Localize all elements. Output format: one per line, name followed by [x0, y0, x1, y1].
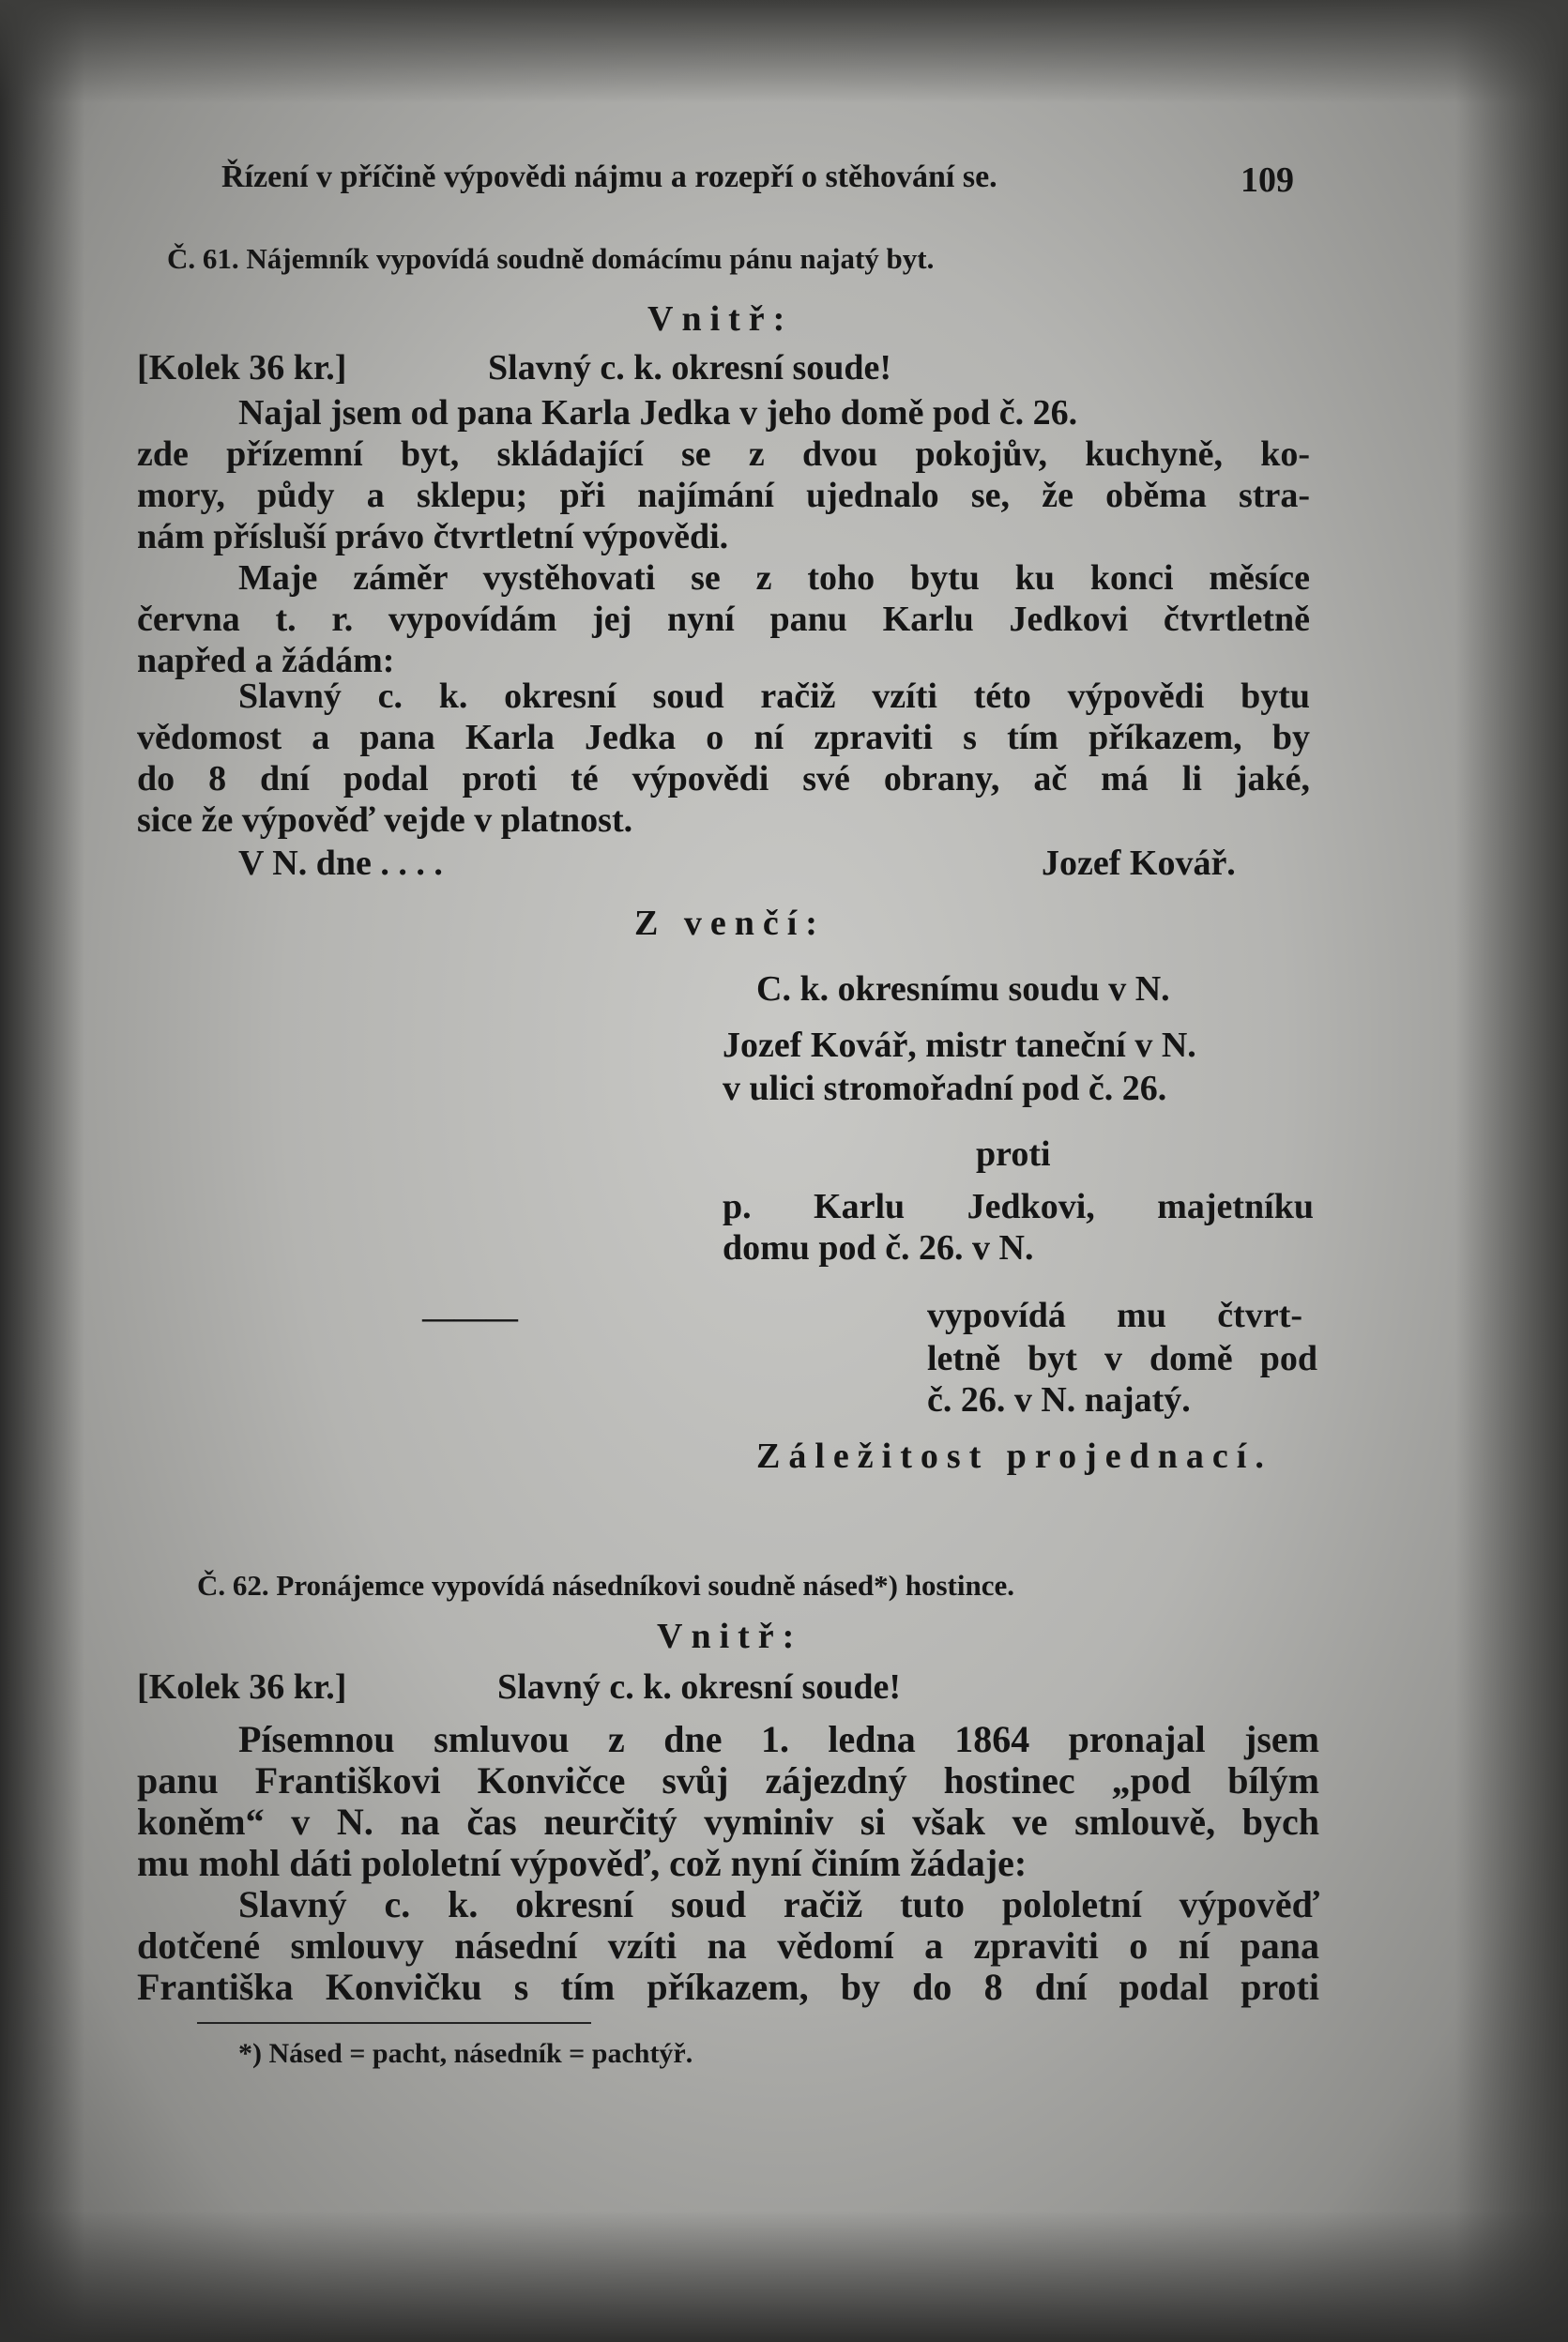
- outside-plaintiff: Jozef Kovář, mistr taneční v N.: [723, 1026, 1196, 1065]
- outside-action: vypovídá mu čtvrt-: [927, 1296, 1302, 1335]
- section-61-body-line: zde přízemní byt, skládající se z dvou pokojův, kuchyně, ko-: [137, 434, 1310, 474]
- place-date: V N. dne . . . .: [238, 844, 443, 883]
- section-61-stamp: [Kolek 36 kr.]: [137, 348, 347, 388]
- section-62-body-line: Slavný c. k. okresní soud račiž tuto pololetní výpověď: [238, 1883, 1319, 1925]
- page-number: 109: [1241, 160, 1294, 200]
- section-62-body-line: dotčené smlouvy násední vzíti na vědomí a zpraviti o ní pana: [137, 1924, 1319, 1967]
- footnote: *) Násed = pacht, násedník = pachtýř.: [238, 2038, 693, 2069]
- running-head-title: Řízení v příčině výpovědi nájmu a rozepří o stěhování se.: [221, 160, 997, 194]
- outside-urgent-note: Záležitost projednací.: [756, 1437, 1272, 1476]
- outside-action: letně byt v domě pod: [927, 1339, 1317, 1378]
- section-62-stamp: [Kolek 36 kr.]: [137, 1667, 347, 1707]
- section-61-body-line: mory, půdy a sklepu; při najímání ujednalo se, že oběma stra-: [137, 476, 1310, 515]
- signature: Jozef Kovář.: [1042, 844, 1236, 883]
- section-62-address: Slavný c. k. okresní soude!: [497, 1667, 902, 1707]
- section-61-body-line: Maje záměr vystěhovati se z toho bytu ku konci měsíce: [238, 558, 1310, 598]
- section-61-body-line: Slavný c. k. okresní soud račiž vzíti této výpovědi bytu: [238, 677, 1310, 716]
- page-shadow-left: [0, 0, 84, 2342]
- section-61-body-line: sice že výpověď vejde v platnost.: [137, 800, 633, 840]
- outside-court: C. k. okresnímu soudu v N.: [756, 969, 1170, 1009]
- section-61-inside-label: Vnitř:: [647, 299, 794, 339]
- outside-defendant: p. Karlu Jedkovi, majetníku: [723, 1187, 1314, 1226]
- footnote-rule: [197, 2022, 591, 2024]
- section-61-body-line: června t. r. vypovídám jej nyní panu Karlu Jedkovi čtvrtletně: [137, 600, 1310, 639]
- section-62-body-line: Františka Konvičku s tím příkazem, by do 8 dní podal proti: [137, 1966, 1319, 2008]
- separator-dash: ———: [422, 1300, 518, 1335]
- section-62-body-line: panu Františkovi Konvičce svůj zájezdný hostinec „pod bílým: [137, 1759, 1319, 1802]
- outside-label: Z venčí:: [634, 904, 826, 943]
- section-62-body-line: mu mohl dáti pololetní výpověď, což nyní činím žádaje:: [137, 1842, 1028, 1884]
- section-62-body-line: koněm“ v N. na čas neurčitý vyminiv si však ve smlouvě, bych: [137, 1801, 1319, 1843]
- outside-defendant-address: domu pod č. 26. v N.: [723, 1228, 1034, 1268]
- page-shadow-bottom: [0, 2211, 1568, 2342]
- section-61-body-line: do 8 dní podal proti té výpovědi své obrany, ač má li jaké,: [137, 759, 1310, 798]
- page-shadow-top: [0, 0, 1568, 103]
- section-61-body-line: napřed a žádám:: [137, 641, 395, 680]
- section-61-body-line: nám přísluší právo čtvrtletní výpovědi.: [137, 517, 729, 556]
- outside-plaintiff-address: v ulici stromořadní pod č. 26.: [723, 1069, 1167, 1108]
- page-shadow-right: [1455, 0, 1568, 2342]
- section-61-heading: Č. 61. Nájemník vypovídá soudně domácímu pánu najatý byt.: [167, 242, 935, 275]
- section-62-body-line: Písemnou smluvou z dne 1. ledna 1864 pronajal jsem: [238, 1718, 1319, 1760]
- section-61-body-line: Najal jsem od pana Karla Jedka v jeho domě pod č. 26.: [238, 393, 1078, 433]
- outside-action: č. 26. v N. najatý.: [927, 1380, 1191, 1420]
- section-61-address: Slavný c. k. okresní soude!: [488, 348, 892, 388]
- section-62-inside-label: Vnitř:: [657, 1617, 803, 1656]
- section-62-heading: Č. 62. Pronájemce vypovídá násedníkovi soudně násed*) hostince.: [197, 1569, 1014, 1602]
- section-61-body-line: vědomost a pana Karla Jedka o ní zpraviti s tím příkazem, by: [137, 718, 1310, 757]
- outside-versus: proti: [976, 1134, 1051, 1174]
